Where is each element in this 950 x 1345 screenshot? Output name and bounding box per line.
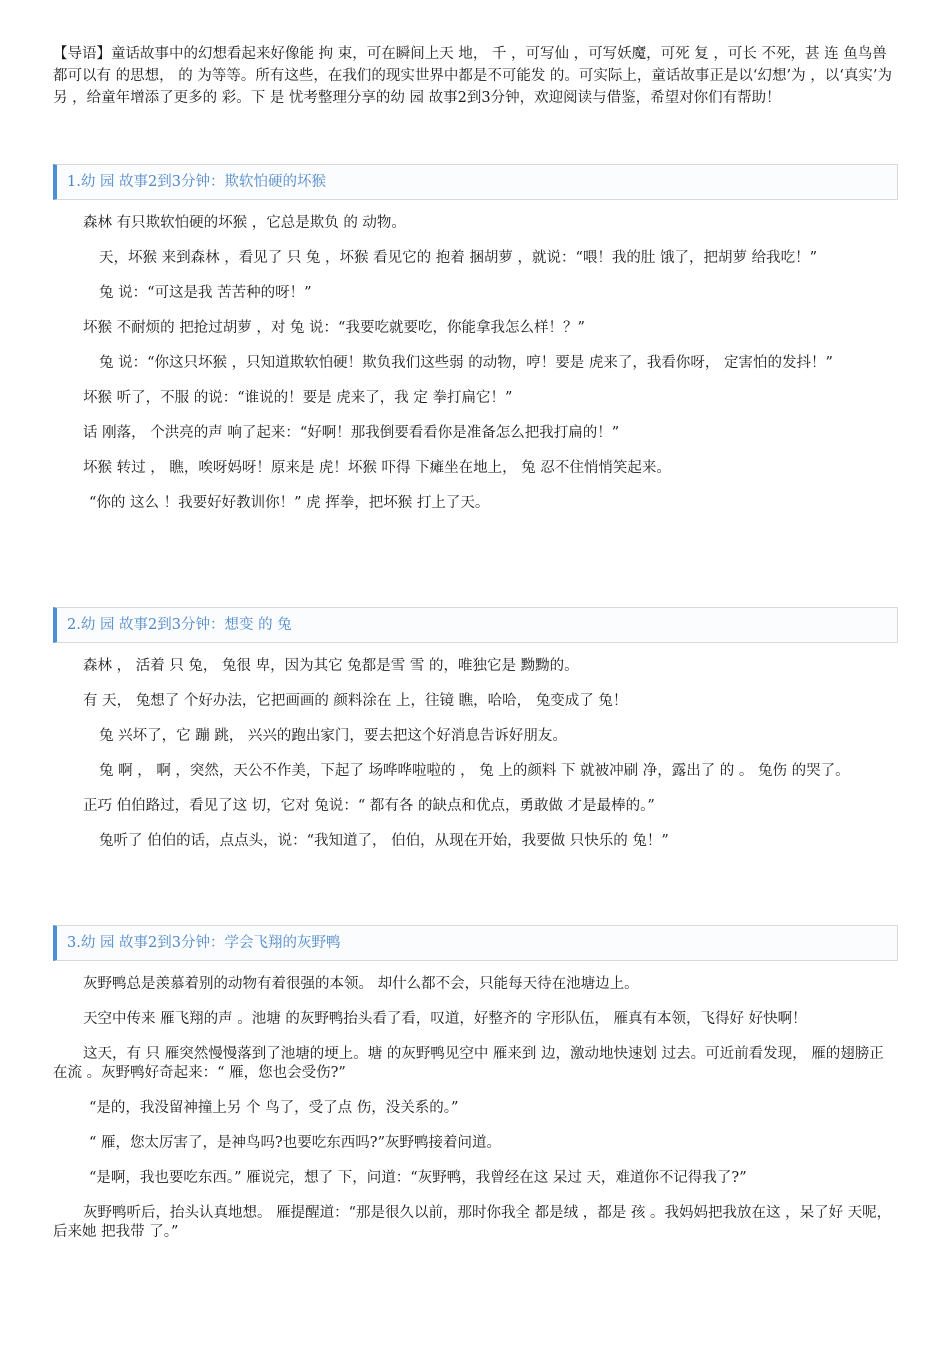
paragraph: 坏猴 转过 ， 瞧，唉呀妈呀！原来是 虎！坏猴 吓得 下瘫坐在地上， 兔 忍不住悄悄笑起来。 [83, 460, 671, 476]
paragraph: 兔 说：“你这只坏猴 ，只知道欺软怕硬！欺负我们这些弱 的动物，哼！要是 虎来了，我看你呀， 定害怕的发抖！” [99, 355, 833, 371]
paragraph: 有 天， 兔想了 个好办法，它把画画的 颜料涂在 上，往镜 瞧，哈哈， 兔变成了 兔！ [83, 693, 628, 709]
paragraph: 森林 有只欺软怕硬的坏猴 ，它总是欺负 的 动物。 [83, 215, 406, 231]
paragraph: “你的 这么 ！我要好好教训你！” 虎 挥拳，把坏猴 打上了天。 [89, 495, 490, 511]
section-heading: 1.幼 园 故事2到3分钟：欺软怕硬的坏猴 [53, 164, 898, 200]
paragraph: “是的，我没留神撞上另 个 鸟了，受了点 伤，没关系的。” [89, 1100, 459, 1116]
story-section-3 [53, 925, 898, 1242]
paragraph: 兔听了 伯伯的话，点点头，说：“我知道了， 伯伯，从现在开始，我要做 只快乐的 兔！” [99, 833, 669, 849]
paragraph: 天，坏猴 来到森林 ，看见了 只 兔 ，坏猴 看见它的 抱着 捆胡萝 ，就说：“喂！我的肚 饿了，把胡萝 给我吃！” [99, 250, 818, 266]
paragraph: “是啊，我也要吃东西。” 雁说完，想了 下，问道：“灰野鸭，我曾经在这 呆过 天，难道你不记得我了?” [89, 1170, 747, 1186]
paragraph: 话 刚落， 个洪亮的声 响了起来：“好啊！那我倒要看看你是准备怎么把我打扁的！” [83, 425, 620, 441]
intro-paragraph: 【导语】童话故事中的幻想看起来好像能 拘 束，可在瞬间上天 地， 千 ，可写仙 ，可写妖魔，可死 复 ，可长 不死，甚 连 鱼鸟兽都可以有 的思想， 的 为等等。所有这些，在我们的现实世界中都是不可能发 的。可实际上，童话故事正是以‘幻想’为 ，以‘真实’为另 ，给童年增添了更多的 彩。下 是 忧考整理分享的幼 园 故事2到3分钟，欢迎阅读与借鉴，希望对你们有帮助！ [53, 46, 892, 106]
paragraph: 兔 啊 ， 啊 ，突然，天公不作美，下起了 场哗哗啦啦的 ， 兔 上的颜料 下 就被冲刷 净，露出了 的 。 兔伤 的哭了。 [99, 763, 850, 779]
paragraph: 兔 兴坏了，它 蹦 跳， 兴兴的跑出家门，要去把这个好消息告诉好朋友。 [99, 728, 567, 744]
paragraph: 灰野鸭总是羡慕着别的动物有着很强的本领。 却什么都不会，只能每天待在池塘边上。 [83, 976, 639, 992]
paragraph: 天空中传来 雁飞翔的声 。池塘 的灰野鸭抬头看了看，叹道，好整齐的 字形队伍， 雁真有本领，飞得好 好快啊！ [83, 1011, 807, 1027]
paragraph: 坏猴 不耐烦的 把抢过胡萝 ，对 兔 说：“我要吃就要吃，你能拿我怎么样！？” [83, 320, 585, 336]
paragraph: 这天，有 只 雁突然慢慢落到了池塘的埂上。塘 的灰野鸭见空中 雁来到 边，激动地快速划 过去。可近前看发现， 雁的翅膀正在流 。灰野鸭好奇起来：“ 雁，您也会受伤?” [53, 1046, 884, 1081]
paragraph: 森林 ， 活着 只 兔， 兔很 卑，因为其它 兔都是雪 雪 的，唯独它是 黝黝的。 [83, 658, 579, 674]
paragraph: 坏猴 听了，不服 的说：“谁说的！要是 虎来了，我 定 拳打扁它！” [83, 390, 513, 406]
story-section-1 [53, 164, 898, 513]
paragraph: 兔 说：“可这是我 苦苦种的呀！” [99, 285, 312, 301]
story-section-2 [53, 607, 898, 851]
paragraph: 灰野鸭听后，抬头认真地想。 雁提醒道：“那是很久以前，那时你我全 都是绒 ，都是 孩 。我妈妈把我放在这 ，呆了好 天呢，后来她 把我带 了。” [53, 1205, 892, 1240]
paragraph: “ 雁，您太厉害了，是神鸟吗?也要吃东西吗?”灰野鸭接着问道。 [89, 1135, 501, 1151]
paragraph: 正巧 伯伯路过，看见了这 切，它对 兔说：“ 都有各 的缺点和优点，勇敢做 才是最棒的。” [83, 798, 655, 814]
section-heading: 2.幼 园 故事2到3分钟：想变 的 兔 [53, 607, 898, 643]
section-heading: 3.幼 园 故事2到3分钟：学会飞翔的灰野鸭 [53, 925, 898, 961]
